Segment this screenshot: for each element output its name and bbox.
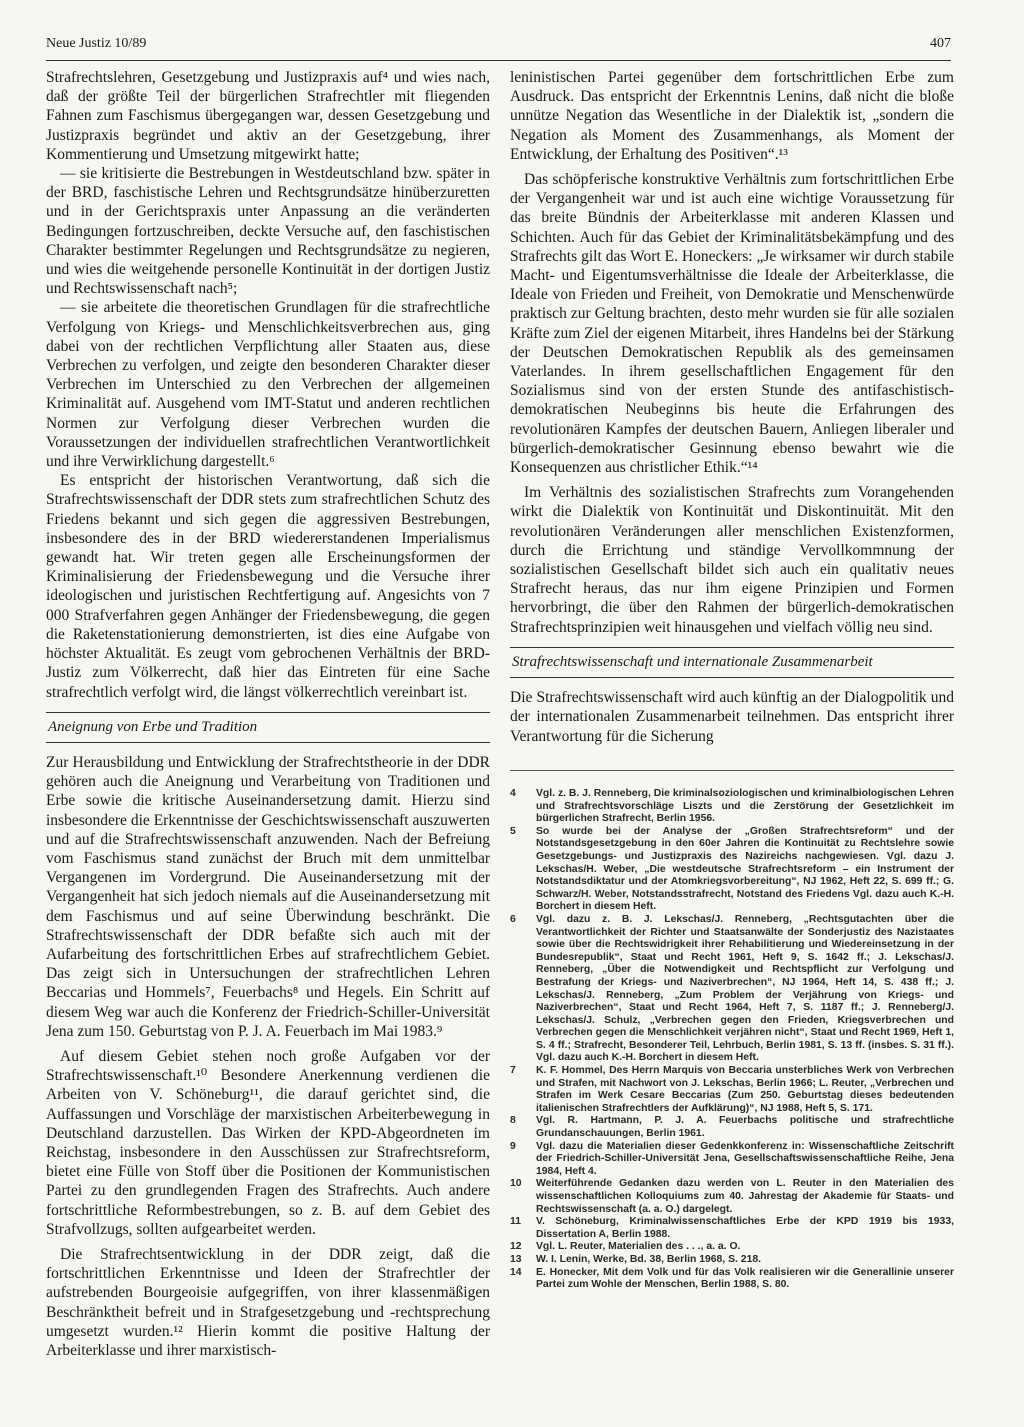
paragraph: — sie arbeitete die theoretischen Grundlagen für die strafrechtliche Verfolgung von Kriegs- und Menschlichkeitsverbrechen aus, ging dabei von der rechtlichen Verpflichtung aller Staaten aus, diese Verbrechen zu verfolgen, und zeigte den besonderen Charakter dieser Verbrechen im Unterschied zu den Verbrechen der allgemeinen Kriminalität auf. Ausgehend vom IMT-Statut und anderen rechtlichen Normen zur Verfolgung dieser Verbrechen wurden die Voraussetzungen der individuellen strafrechtlichen Verantwortlichkeit und ihre Verwirklichung dargestellt.⁶ — [46, 299, 490, 471]
footnote-text: E. Honecker, Mit dem Volk und für das Volk realisieren wir die Generallinie unserer Partei zum Wohle der Menschen, Berlin 1988, S. 80. — [536, 1266, 954, 1291]
footnote-number: 5 — [510, 825, 516, 837]
footnote-text: K. F. Hommel, Des Herrn Marquis von Beccaria unsterbliches Werk von Verbrechen und Strafen, mit Nachwort von J. Lekschas, Berlin 1966; L. Reuter, „Verbrechen und Strafen im Werk Cesare Beccarias (Zum 250. Geburtstag dieses bedeutenden italienischen Strafrechtlers der Aufklärung)“, NJ 1988, Heft 5, S. 171. — [536, 1065, 954, 1114]
footnote-text: Vgl. z. B. J. Renneberg, Die kriminalsoziologischen und kriminalbiologischen Lehren und Strafrechtsvorschläge Liszts und die Zerstörung der Gesetzlichkeit im bürgerlichen Strafrecht, Berlin 1956. — [536, 788, 955, 825]
page-number: 407 — [930, 36, 951, 51]
footnote-number: 7 — [510, 1065, 516, 1077]
paragraph: Das schöpferische konstruktive Verhältnis zum fortschrittlichen Erbe der Vergangenheit war und ist auch eine wichtige Voraussetzung für das breite Bündnis der Arbeiterklasse mit anderen Klassen und Schichten. Auch für das Gebiet der Kriminalitätsbekämpfung und des Strafrechts gilt das Wort E. Honeckers: „Je wirksamer wir durch stabile Macht- und Eigentumsverhältnisse die Ideale der Arbeiterklasse, die Ideale von Frieden und Freiheit, von Demokratie und Menschenwürde praktisch zur Geltung brachten, desto mehr wurden sie für alle sozialen Kräfte zum Ziel der eigenen Mitarbeit, ihres Handelns bei der Stärkung der Deutschen Demokratischen Republik als des gemeinsamen Vaterlandes. In ihrem gesellschaftlichen Engagement für den Sozialismus sind von der ersten Stunde des antifaschistisch-demokratischen Neubeginns bis heute die Erfahrungen des revolutionären Kampfes der deutschen Bauern, Anliegen liberaler und bürgerlich-demokratischer Gesinnung ebenso bewahrt wie die Konsequenzen aus christlicher Ethik.“¹⁴ — [510, 171, 954, 477]
left-column — [46, 68, 490, 1360]
paragraph: Im Verhältnis des sozialistischen Strafrechts zum Vorangehenden wirkt die Dialektik von Kontinuität und Diskontinuität. Mit den revolutionären Veränderungen aller menschlichen Existenzformen, durch die Errichtung und ständige Vervollkommnung der sozialistischen Gesellschaft bildet sich auch ein qualitativ neues Strafrecht heraus, das nur ihm eigene Prinzipien und Formen hervorbringt, die über den Rahmen der bürgerlich-demokratischen Strafrechtsprinzipien weit hinausgehen und vielfach völlig neu sind. — [510, 484, 954, 636]
footnote — [510, 1115, 954, 1140]
footnote-number: 8 — [510, 1115, 516, 1127]
footnote-separator — [510, 770, 954, 771]
paragraph: Zur Herausbildung und Entwicklung der Strafrechtstheorie in der DDR gehören auch die Aneignung und Verarbeitung von Traditionen und Erbe sowie die kritische Auseinandersetzung damit. Hierzu sind insbesondere die Erkenntnisse der Geschichtswissenschaft auszuwerten und auf die Strafrechtswissenschaft anzuwenden. Nach der Befreiung vom Faschismus stand zunächst der Bruch mit dem unmittelbar Vergangenen im Vordergrund. Die Auseinandersetzung mit der Vergangenheit hat sich jedoch niemals auf die Auseinandersetzung mit dem Faschismus und auf seine Überwindung beschränkt. Die Strafrechtswissenschaft der DDR befaßte sich auch mit der Aufarbeitung des fortschrittlichen Erbes auf strafrechtlichem Gebiet. Das zeigt sich in Untersuchungen der strafrechtlichen Lehren Beccarias und Hommels⁷, Feuerbachs⁸ und Hegels. Ein Schritt auf diesem Weg war auch die Konferenz der Friedrich-Schiller-Universität Jena zum 150. Geburtstag von P. J. A. Feuerbach im Mai 1983.⁹ — [46, 753, 490, 1040]
footnote — [510, 1241, 954, 1254]
footnote-number: 12 — [510, 1241, 522, 1253]
footnote-number: 10 — [510, 1178, 522, 1190]
footnote-text: Vgl. dazu z. B. J. Lekschas/J. Renneberg, „Rechtsgutachten über die Verantwortlichkeit der Richter und Staatsanwälte der Sonderjustiz des Nazistaates sowie über die Rechtswidrigkeit ihrer Rehabilitierung und Wiedereinsetzung in der Bundesrepublik“, Staat und Recht 1961, Heft 9, S. 1642 ff.; J. Lekschas/J. Renneberg, „Über die Notwendigkeit und Rechtspflicht zur Verfolgung und Bestrafung der Kriegs- und Naziverbrechen“, NJ 1964, Heft 14, S. 438 ff.; J. Lekschas/J. Renneberg, „Zum Problem der Verjährung von Kriegs- und Naziverbrechen“, Staat und Recht 1964, Heft 7, S. 1187 ff.; J. Renneberg/J. Lekschas/J. Schulz, „Verbrechen gegen den Frieden, Kriegsverbrechen und Verbrechen gegen die Menschlichkeit verjähren nicht“, Staat und Recht 1969, Heft 1, S. 4 ff.; Strafrecht, Besonderer Teil, Lehrbuch, Berlin 1981, S. 13 ff. (insbes. S. 31 ff.). Vgl. dazu auch K.-H. Borchert in diesem Heft. — [536, 913, 954, 1064]
paragraph: Die Strafrechtswissenschaft wird auch künftig an der Dialogpolitik und der internationalen Zusammenarbeit teilnehmen. Das entspricht ihrer Verantwortung für die Sicherung — [510, 689, 954, 745]
footnote — [510, 826, 954, 914]
footnote — [510, 1267, 954, 1292]
section-heading — [510, 647, 954, 678]
footnote — [510, 914, 954, 1065]
footnote-number: 14 — [510, 1266, 522, 1278]
section-heading-text: Aneignung von Erbe und Tradition — [48, 718, 258, 735]
footnote-text: So wurde bei der Analyse der „Großen Strafrechtsreform“ und der Notstandsgesetzgebung in den 60er Jahren die Kontinuität zu Rechtslehre sowie Gesetzgebungs- und Justizpraxis des Nazireichs nachgewiesen. Vgl. dazu J. Lekschas/H. Weber, „Die westdeutsche Strafrechtsreform – ein Instrument der Notstandsdiktatur und der Atomkriegsvorbereitung“, NJ 1962, Heft 22, S. 699 ff.; G. Schwarz/H. Weber, Notstandsstrafrecht, Notstand des Friedens Vgl. dazu auch K.-H. Borchert in diesem Heft. — [536, 825, 954, 913]
footnote-number: 6 — [510, 913, 516, 925]
footnote — [510, 788, 954, 826]
footnote — [510, 1216, 954, 1241]
paragraph: Es entspricht der historischen Verantwortung, daß sich die Strafrechtswissenschaft der DDR stets zum strafrechtlichen Schutz des Friedens bekannt und sich gegen die aggressiven Bestrebungen, insbesondere des in der BRD wiedererstandenen Imperialismus gewandt hat. Wir treten gegen alle Erscheinungsformen der Kriminalisierung der Friedensbewegung und die Versuche ihrer ideologischen und juristischen Rechtfertigung auf. Angesichts von 7 000 Strafverfahren gegen Anhänger der Friedensbewegung, die gegen die Raketenstationierung demonstrierten, ist dies eine Aufgabe von höchster Aktualität. Es zeugt vom gebrochenen Verhältnis der BRD-Justiz zum Völkerrecht, daß hier das Eintreten für eine Sache strafrechtlich verfolgt wird, die längst völkerrechtlich vereinbart ist. — [46, 472, 490, 701]
page-header — [46, 36, 951, 56]
footnote-number: 11 — [510, 1216, 521, 1228]
footnote — [510, 1065, 954, 1115]
footnote-text: W. I. Lenin, Werke, Bd. 38, Berlin 1968, S. 218. — [536, 1253, 762, 1265]
footnote-text: Vgl. L. Reuter, Materialien des . . ., a. a. O. — [536, 1241, 741, 1253]
paragraph: leninistischen Partei gegenüber dem fortschrittlichen Erbe zum Ausdruck. Das entspricht der Erkenntnis Lenins, daß nicht die bloße unnütze Negation das Wesentliche in der Dialektik ist, „sondern die Negation als Moment des Zusammenhangs, als Moment der Entwicklung, der Erhaltung des Positiven“.¹³ — [510, 69, 954, 163]
section-heading-text: Strafrechtswissenschaft und internationale Zusammenarbeit — [512, 653, 873, 670]
paragraph: — sie kritisierte die Bestrebungen in Westdeutschland bzw. später in der BRD, faschistische Lehren und Rechtsgrundsätze hinüberzuretten und in der Gerichtspraxis unter Anpassung an die veränderten Bedingungen fortzuschreiben, deckte Versuche auf, den faschistischen Charakter bestimmter Regelungen und Rechtsgrundsätze zu negieren, und wies die weitgehende personelle Kontinuität in der dortigen Justiz und Rechtswissenschaft nach⁵; — [46, 165, 490, 298]
footnote-text: Vgl. dazu die Materialien dieser Gedenkkonferenz in: Wissenschaftliche Zeitschrift der Friedrich-Schiller-Universität Jena, Gesellschaftswissenschaftliche Reihe, Jena 1984, Heft 4. — [536, 1140, 954, 1177]
right-column — [510, 68, 954, 746]
footnote-number: 9 — [510, 1140, 516, 1152]
footnote-number: 13 — [510, 1253, 522, 1265]
section-heading — [46, 712, 490, 743]
journal-title: Neue Justiz 10/89 — [46, 36, 147, 51]
footnote — [510, 1178, 954, 1216]
footnote-text: Weiterführende Gedanken dazu werden von L. Reuter in den Materialien des wissenschaftlichen Kolloquiums zum 40. Jahrestag der Akademie für Staats- und Rechtswissenschaft (a. a. O.) dargelegt. — [536, 1178, 954, 1215]
footnote — [510, 1141, 954, 1179]
paragraph: Die Strafrechtsentwicklung in der DDR zeigt, daß die fortschrittlichen Erkenntnisse und Ideen der Strafrechtler der aufstrebenden Bourgeoisie aufgegriffen, von ihrer klassenmäßigen Beschränktheit befreit und in Strafgesetzgebung und -rechtsprechung umgesetzt wurden.¹² Hierin kommt die positive Haltung der Arbeiterklasse und ihrer marxistisch- — [46, 1245, 490, 1359]
footnote-text: V. Schöneburg, Kriminalwissenschaftliches Erbe der KPD 1919 bis 1933, Dissertation A, Berlin 1988. — [536, 1216, 954, 1240]
footnotes — [510, 788, 954, 1292]
header-rule — [46, 60, 951, 61]
footnote-text: Vgl. R. Hartmann, P. J. A. Feuerbachs politische und strafrechtliche Grundanschauungen, Berlin 1961. — [536, 1115, 954, 1140]
paragraph: Auf diesem Gebiet stehen noch große Aufgaben vor der Strafrechtswissenschaft.¹⁰ Besondere Anerkennung verdienen die Arbeiten von V. Schöneburg¹¹, die darauf gerichtet sind, die Auffassungen und Vorschläge der marxistischen Arbeiterbewegung in Deutschland darzustellen. Das Wirken der KPD-Abgeordneten im Reichstag, insbesondere in den Ausschüssen zur Strafrechtsreform, bietet eine Fülle von Stoff über die Positionen der Kommunistischen Partei zu den grundlegenden Fragen des Strafrechts. Auch andere fortschrittliche Reformbestrebungen, so z. B. auf dem Gebiet des Strafvollzugs, sollten aufgearbeitet werden. — [46, 1047, 490, 1238]
footnote — [510, 1254, 954, 1267]
paragraph: Strafrechtslehren, Gesetzgebung und Justizpraxis auf⁴ und wies nach, daß der größte Teil der bürgerlichen Strafrechtler mit fliegenden Fahnen zum Faschismus übergegangen war, dessen Gesetzgebung und Justizpraxis begründet und aktiv an der Gesetzgebung, ihrer Kommentierung und Umsetzung mitgewirkt hatte; — [46, 69, 490, 163]
footnote-number: 4 — [510, 788, 516, 799]
